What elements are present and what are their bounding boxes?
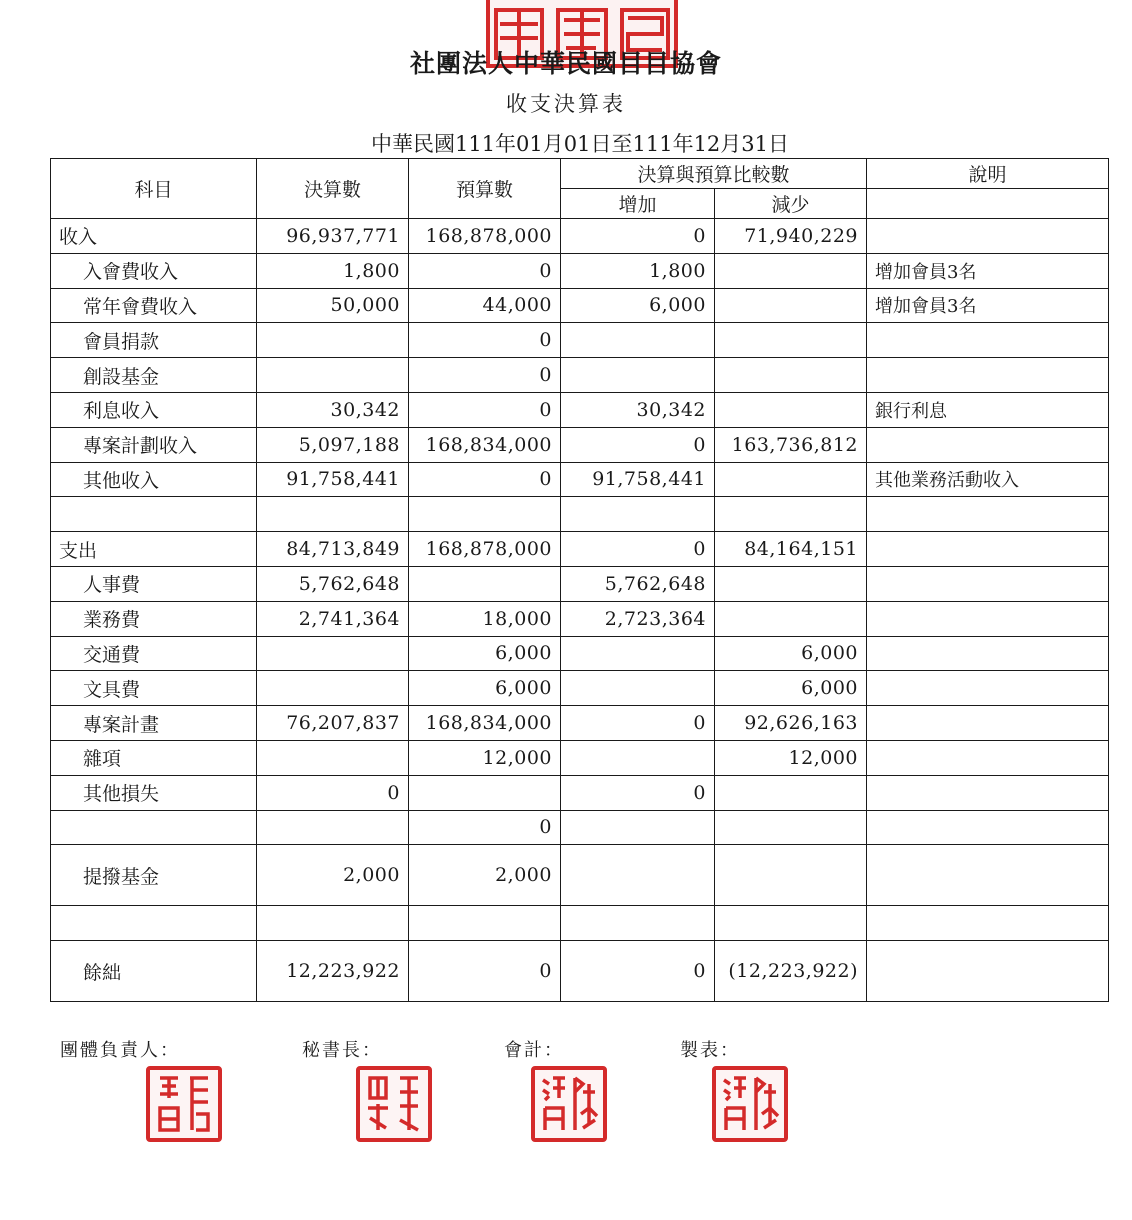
decrease-cell (715, 253, 867, 288)
actual-cell (257, 740, 409, 775)
actual-cell: 96,937,771 (257, 219, 409, 254)
header-remarks-blank (867, 189, 1109, 219)
table-row (51, 427, 1109, 462)
budget-cell: 168,834,000 (409, 706, 561, 741)
decrease-cell (715, 358, 867, 393)
item-cell: 專案計畫 (51, 706, 257, 741)
header-row (51, 159, 1109, 189)
budget-cell: 44,000 (409, 288, 561, 323)
preparer-label: 製表： (680, 1040, 740, 1061)
remark-cell (867, 636, 1109, 671)
document-title: 收支決算表 (506, 92, 626, 116)
actual-cell: 91,758,441 (257, 462, 409, 497)
remark-cell (867, 671, 1109, 706)
increase-cell (561, 906, 715, 941)
table-row (51, 392, 1109, 427)
actual-cell (257, 358, 409, 393)
remark-cell: 其他業務活動收入 (867, 462, 1109, 497)
actual-cell (257, 671, 409, 706)
remark-cell (867, 219, 1109, 254)
table-row (51, 323, 1109, 358)
actual-cell: 0 (257, 775, 409, 810)
accountant-seal (531, 1066, 607, 1142)
actual-cell (257, 810, 409, 845)
actual-cell: 50,000 (257, 288, 409, 323)
actual-cell (257, 636, 409, 671)
budget-cell: 0 (409, 462, 561, 497)
table-row (51, 288, 1109, 323)
item-cell: 創設基金 (51, 358, 257, 393)
budget-cell: 0 (409, 810, 561, 845)
table-row (51, 636, 1109, 671)
preparer-seal (712, 1066, 788, 1142)
item-cell: 會員捐款 (51, 323, 257, 358)
table-row (51, 941, 1109, 1002)
decrease-cell: 6,000 (715, 636, 867, 671)
budget-cell: 18,000 (409, 601, 561, 636)
secretary-seal (356, 1066, 432, 1142)
actual-cell (257, 497, 409, 532)
remark-cell (867, 427, 1109, 462)
decrease-cell (715, 775, 867, 810)
budget-cell: 168,834,000 (409, 427, 561, 462)
decrease-cell: 6,000 (715, 671, 867, 706)
budget-cell: 0 (409, 392, 561, 427)
decrease-cell (715, 323, 867, 358)
budget-cell: 0 (409, 323, 561, 358)
header-decrease: 減少 (715, 189, 867, 219)
remark-cell (867, 775, 1109, 810)
actual-cell: 30,342 (257, 392, 409, 427)
decrease-cell: 163,736,812 (715, 427, 867, 462)
item-cell: 文具費 (51, 671, 257, 706)
increase-cell: 6,000 (561, 288, 715, 323)
accountant-label: 會計： (504, 1040, 564, 1061)
decrease-cell: 71,940,229 (715, 219, 867, 254)
header-item: 科目 (51, 159, 257, 219)
increase-cell (561, 358, 715, 393)
table-row (51, 253, 1109, 288)
remark-cell (867, 941, 1109, 1002)
item-cell: 其他損失 (51, 775, 257, 810)
actual-cell: 76,207,837 (257, 706, 409, 741)
increase-cell: 2,723,364 (561, 601, 715, 636)
income-expense-table (50, 158, 1109, 1002)
header-budget: 預算數 (409, 159, 561, 219)
budget-cell: 6,000 (409, 671, 561, 706)
item-cell: 提撥基金 (51, 845, 257, 906)
actual-cell: 2,741,364 (257, 601, 409, 636)
item-cell: 交通費 (51, 636, 257, 671)
budget-cell: 0 (409, 253, 561, 288)
decrease-cell (715, 810, 867, 845)
remark-cell (867, 845, 1109, 906)
chairman-seal (146, 1066, 222, 1142)
increase-cell (561, 497, 715, 532)
item-cell: 入會費收入 (51, 253, 257, 288)
table-row (51, 775, 1109, 810)
actual-cell: 12,223,922 (257, 941, 409, 1002)
header-remarks: 說明 (867, 159, 1109, 189)
increase-cell: 0 (561, 775, 715, 810)
decrease-cell: (12,223,922) (715, 941, 867, 1002)
table-row (51, 740, 1109, 775)
decrease-cell: 12,000 (715, 740, 867, 775)
budget-cell: 0 (409, 358, 561, 393)
remark-cell (867, 497, 1109, 532)
item-cell: 雜項 (51, 740, 257, 775)
actual-cell (257, 323, 409, 358)
header-increase: 增加 (561, 189, 715, 219)
secretary-seal-mark (360, 1070, 428, 1138)
increase-cell: 5,762,648 (561, 566, 715, 601)
table-row (51, 532, 1109, 567)
item-cell (51, 497, 257, 532)
increase-cell: 0 (561, 706, 715, 741)
decrease-cell: 92,626,163 (715, 706, 867, 741)
decrease-cell (715, 845, 867, 906)
table-row (51, 566, 1109, 601)
increase-cell (561, 740, 715, 775)
decrease-cell: 84,164,151 (715, 532, 867, 567)
budget-cell (409, 497, 561, 532)
table-row (51, 462, 1109, 497)
item-cell: 利息收入 (51, 392, 257, 427)
increase-cell: 0 (561, 941, 715, 1002)
decrease-cell (715, 566, 867, 601)
item-cell (51, 810, 257, 845)
budget-cell: 168,878,000 (409, 219, 561, 254)
table-row (51, 706, 1109, 741)
item-cell: 收入 (51, 219, 257, 254)
actual-cell: 84,713,849 (257, 532, 409, 567)
chairman-seal-mark (150, 1070, 218, 1138)
table-row (51, 601, 1109, 636)
actual-cell: 2,000 (257, 845, 409, 906)
table-row (51, 671, 1109, 706)
table-row (51, 810, 1109, 845)
actual-cell: 1,800 (257, 253, 409, 288)
item-cell: 專案計劃收入 (51, 427, 257, 462)
remark-cell (867, 566, 1109, 601)
remark-cell: 銀行利息 (867, 392, 1109, 427)
increase-cell: 1,800 (561, 253, 715, 288)
remark-cell: 增加會員3名 (867, 288, 1109, 323)
remark-cell: 增加會員3名 (867, 253, 1109, 288)
accountant-seal-mark (535, 1070, 603, 1138)
remark-cell (867, 740, 1109, 775)
item-cell: 其他收入 (51, 462, 257, 497)
budget-cell (409, 566, 561, 601)
increase-cell (561, 671, 715, 706)
decrease-cell (715, 288, 867, 323)
remark-cell (867, 706, 1109, 741)
remark-cell (867, 601, 1109, 636)
actual-cell (257, 906, 409, 941)
increase-cell (561, 845, 715, 906)
increase-cell (561, 636, 715, 671)
chairman-label: 團體負責人： (60, 1040, 180, 1061)
increase-cell (561, 323, 715, 358)
decrease-cell (715, 497, 867, 532)
increase-cell: 91,758,441 (561, 462, 715, 497)
header-comparison: 決算與預算比較數 (561, 159, 867, 189)
item-cell: 餘絀 (51, 941, 257, 1002)
remark-cell (867, 358, 1109, 393)
budget-cell: 168,878,000 (409, 532, 561, 567)
decrease-cell (715, 601, 867, 636)
decrease-cell (715, 392, 867, 427)
table-row (51, 219, 1109, 254)
budget-cell: 6,000 (409, 636, 561, 671)
table-row (51, 497, 1109, 532)
increase-cell: 0 (561, 219, 715, 254)
item-cell: 常年會費收入 (51, 288, 257, 323)
budget-cell (409, 775, 561, 810)
budget-cell: 0 (409, 941, 561, 1002)
item-cell (51, 906, 257, 941)
increase-cell: 0 (561, 532, 715, 567)
organization-name: 社團法人中華民國目目協會 (409, 49, 722, 78)
table-row (51, 906, 1109, 941)
item-cell: 業務費 (51, 601, 257, 636)
budget-cell: 12,000 (409, 740, 561, 775)
budget-cell (409, 906, 561, 941)
remark-cell (867, 906, 1109, 941)
budget-cell: 2,000 (409, 845, 561, 906)
table-row (51, 358, 1109, 393)
decrease-cell (715, 462, 867, 497)
remark-cell (867, 532, 1109, 567)
item-cell: 人事費 (51, 566, 257, 601)
increase-cell: 0 (561, 427, 715, 462)
header-actual: 決算數 (257, 159, 409, 219)
actual-cell: 5,762,648 (257, 566, 409, 601)
increase-cell: 30,342 (561, 392, 715, 427)
item-cell: 支出 (51, 532, 257, 567)
report-period: 中華民國111年01月01日至111年12月31日 (370, 132, 790, 156)
remark-cell (867, 810, 1109, 845)
preparer-seal-mark (716, 1070, 784, 1138)
table-row (51, 845, 1109, 906)
remark-cell (867, 323, 1109, 358)
secretary-label: 秘書長： (302, 1040, 382, 1061)
increase-cell (561, 810, 715, 845)
decrease-cell (715, 906, 867, 941)
actual-cell: 5,097,188 (257, 427, 409, 462)
